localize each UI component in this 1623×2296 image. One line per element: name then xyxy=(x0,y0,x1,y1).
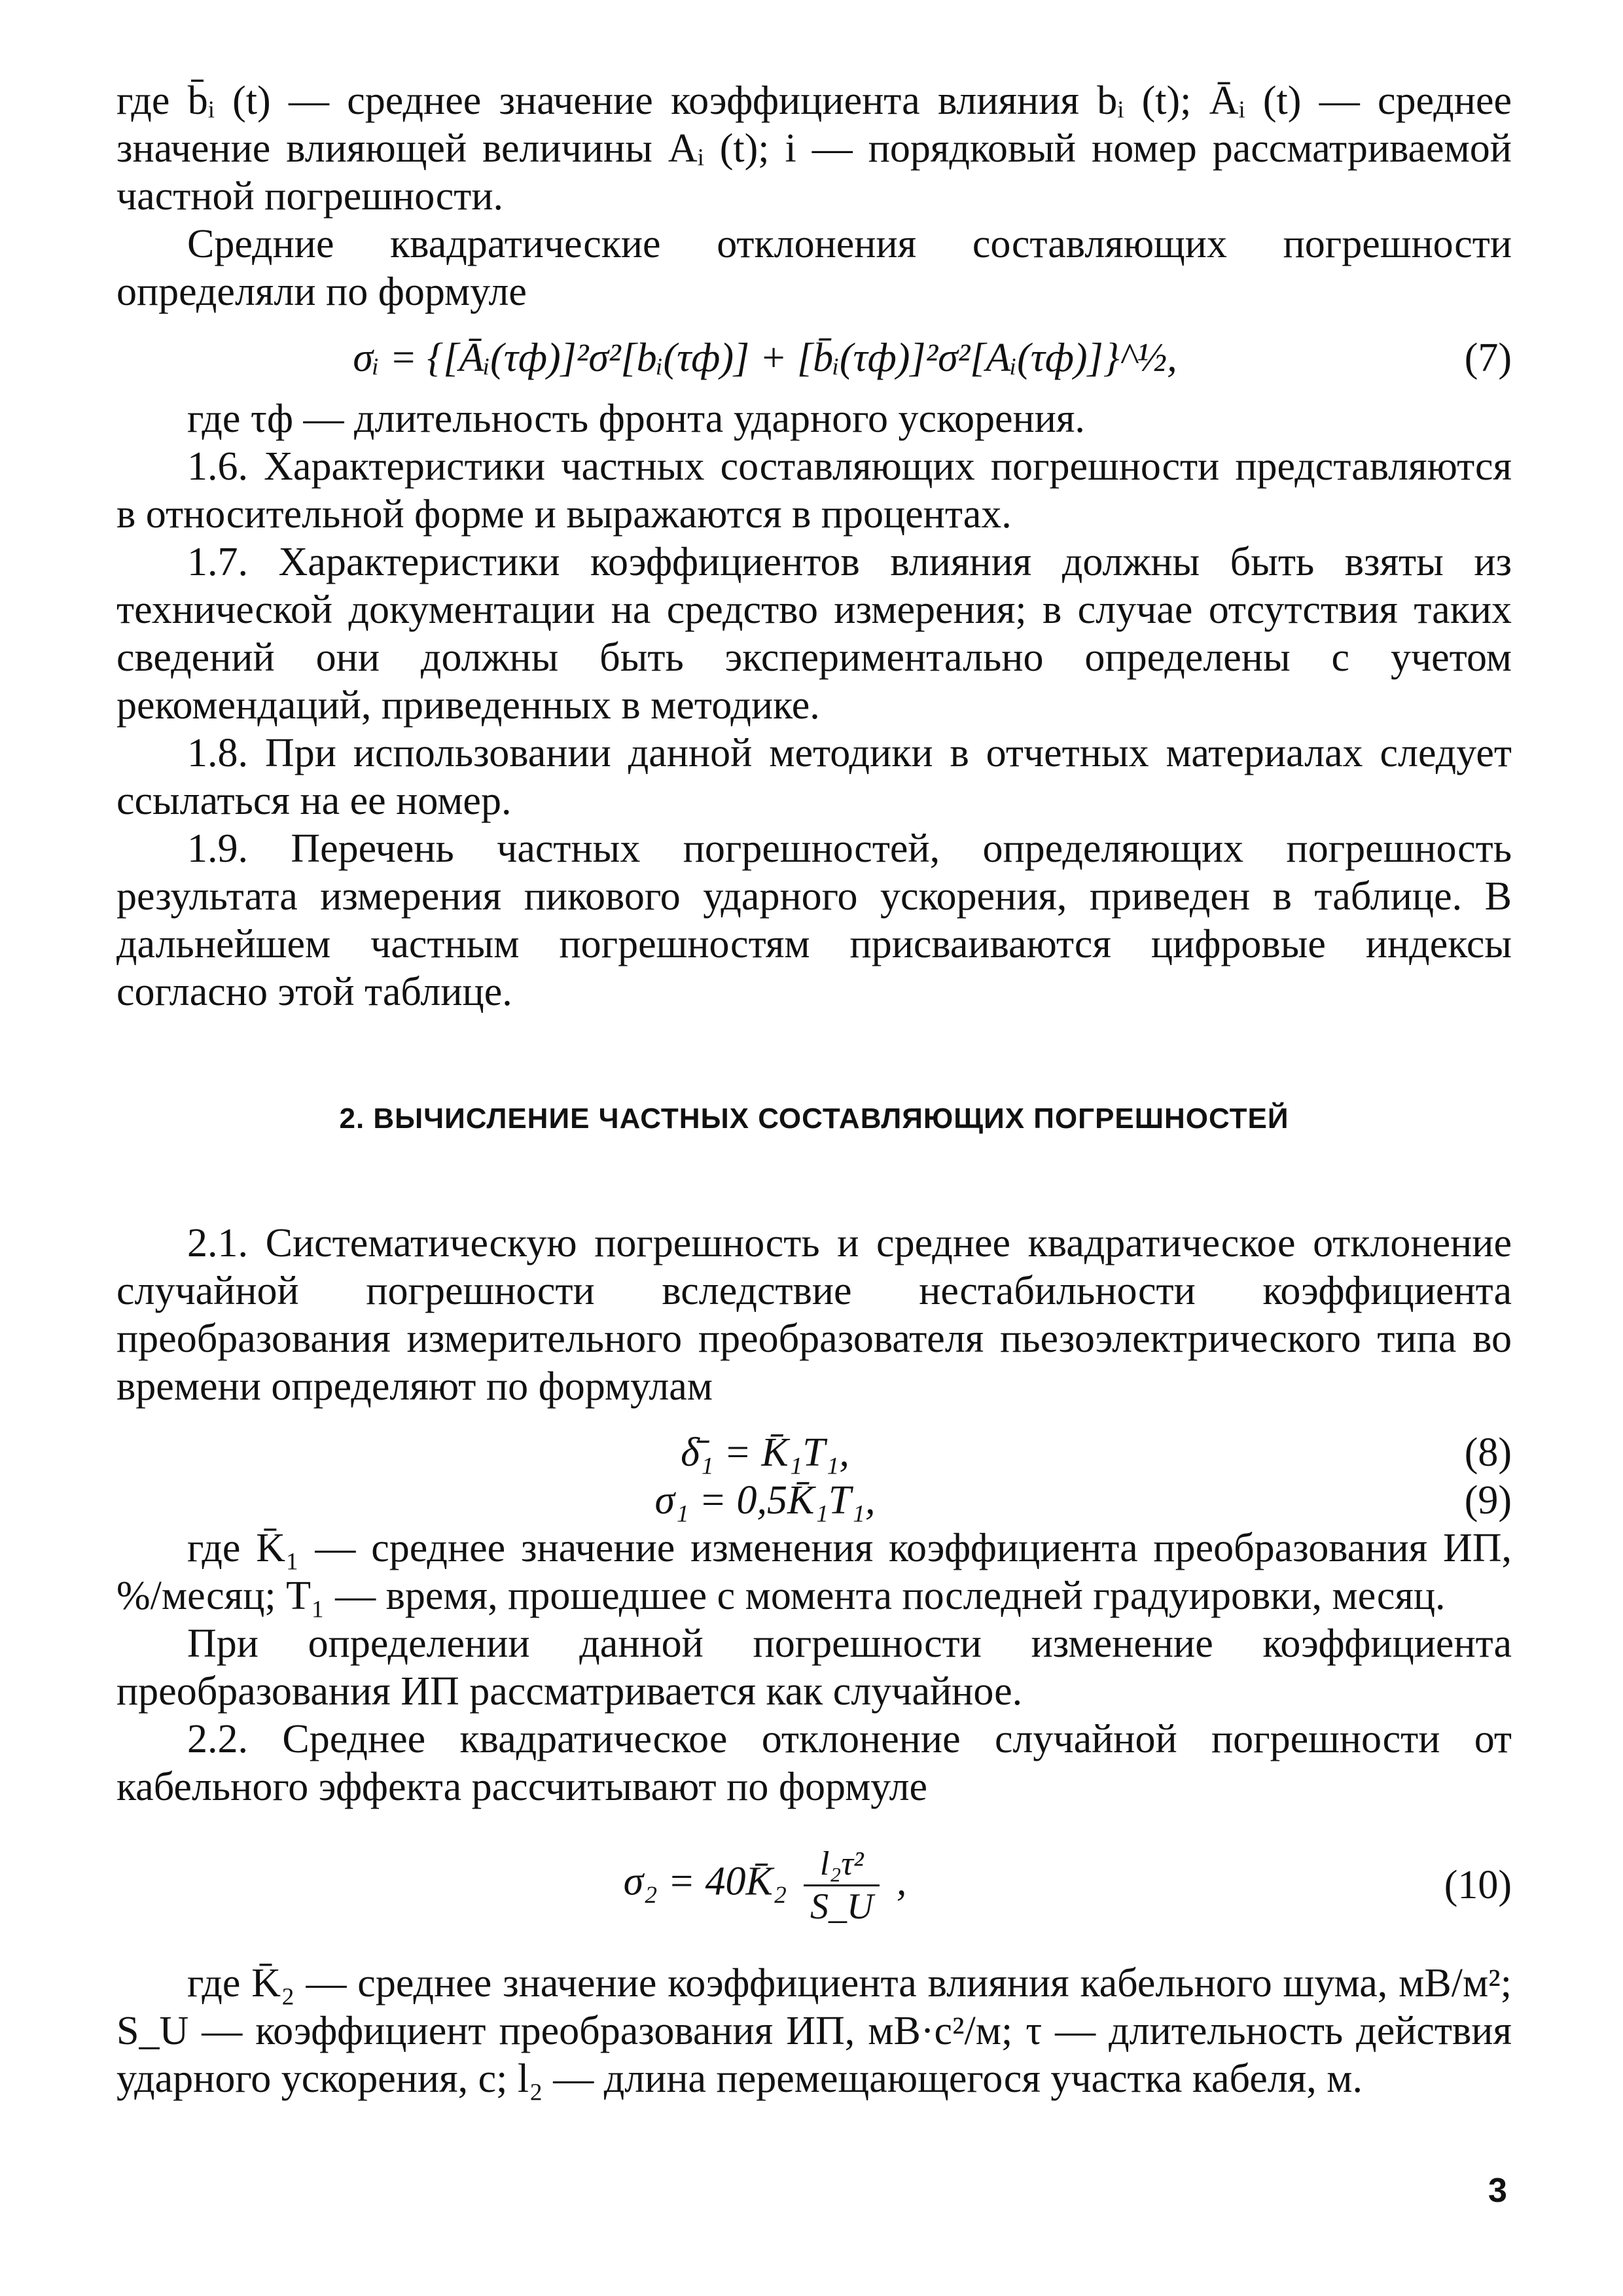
formula-10-row xyxy=(116,1844,1512,1927)
paragraph: 1.6. Характеристики частных составляющих погрешности представляются в относительной форме и выражаются в процентах. xyxy=(116,444,1512,537)
paragraph: Средние квадратические отклонения составляющих погрешности определяли по формуле xyxy=(116,222,1512,314)
formula-8: δ̄₁ = K̄₁T₁, xyxy=(681,1430,849,1475)
section-heading: 2. ВЫЧИСЛЕНИЕ ЧАСТНЫХ СОСТАВЛЯЮЩИХ ПОГРЕШНОСТЕЙ xyxy=(339,1103,1289,1135)
equation-number: (7) xyxy=(1464,336,1512,380)
fraction-denominator: S_U xyxy=(810,1886,874,1927)
fraction xyxy=(804,1844,880,1927)
paragraph: 2.1. Систематическую погрешность и среднее квадратическое отклонение случайной погрешности вследствие нестабильности коэффициента преобразования измерительного преобразователя пьезоэлектрического типа во времени определяют по формулам xyxy=(116,1221,1512,1409)
paragraph: 2.2. Среднее квадратическое отклонение случайной погрешности от кабельного эффекта рассчитывают по формуле xyxy=(116,1717,1512,1809)
formula-7-row xyxy=(116,334,1512,382)
formula-9-row xyxy=(116,1477,1512,1525)
paragraph: 1.8. При использовании данной методики в отчетных материалах следует ссылаться на ее номер. xyxy=(116,731,1512,823)
paragraph: 1.7. Характеристики коэффициентов влияния должны быть взяты из технической документации на средство измерения; в случае отсутствия таких сведений они должны быть экспериментально определены с учетом рекомендаций, приведенных в методике. xyxy=(116,540,1512,728)
equation-number: (10) xyxy=(1444,1863,1512,1907)
formula-10-left: σ₂ = 40K̄₂ xyxy=(623,1859,787,1904)
equation-number: (9) xyxy=(1464,1478,1512,1523)
formula-10 xyxy=(116,1844,1414,1927)
page-number: 3 xyxy=(1488,2172,1507,2210)
paragraph: где K̄₂ — среднее значение коэффициента влияния кабельного шума, мВ/м²; S_U — коэффициент преобразования ИП, мВ·с²/м; τ — длительность действия ударного ускорения, с; l₂ — длина перемещающегося участка кабеля, м. xyxy=(116,1961,1512,2101)
formula-8-row xyxy=(116,1429,1512,1477)
formula-10-comma: , xyxy=(896,1859,907,1904)
formula-7: σᵢ = {[Āᵢ(τф)]²σ²[bᵢ(τф)] + [b̄ᵢ(τф)]²σ²[Aᵢ(τф)]}^½, xyxy=(353,336,1177,380)
document-page xyxy=(116,77,1512,2103)
formula-9: σ₁ = 0,5K̄₁T₁, xyxy=(654,1478,876,1523)
fraction-numerator: l₂τ² xyxy=(804,1844,880,1886)
paragraph: где τф — длительность фронта ударного ускорения. xyxy=(187,397,1085,441)
paragraph: где K̄₁ — среднее значение изменения коэффициента преобразования ИП, %/месяц; T₁ — время, прошедшее с момента последней градуировки, месяц. xyxy=(116,1526,1512,1618)
paragraph: При определении данной погрешности изменение коэффициента преобразования ИП рассматривается как случайное. xyxy=(116,1621,1512,1714)
paragraph: где b̄ᵢ (t) — среднее значение коэффициента влияния bᵢ (t); Āᵢ (t) — среднее значение влияющей величины Aᵢ (t); i — порядковый номер рассматриваемой частной погрешности. xyxy=(116,79,1512,219)
paragraph: 1.9. Перечень частных погрешностей, определяющих погрешность результата измерения пикового ударного ускорения, приведен в таблице. В дальнейшем частным погрешностям присваиваются цифровые индексы согласно этой таблице. xyxy=(116,826,1512,1014)
equation-number: (8) xyxy=(1464,1430,1512,1475)
